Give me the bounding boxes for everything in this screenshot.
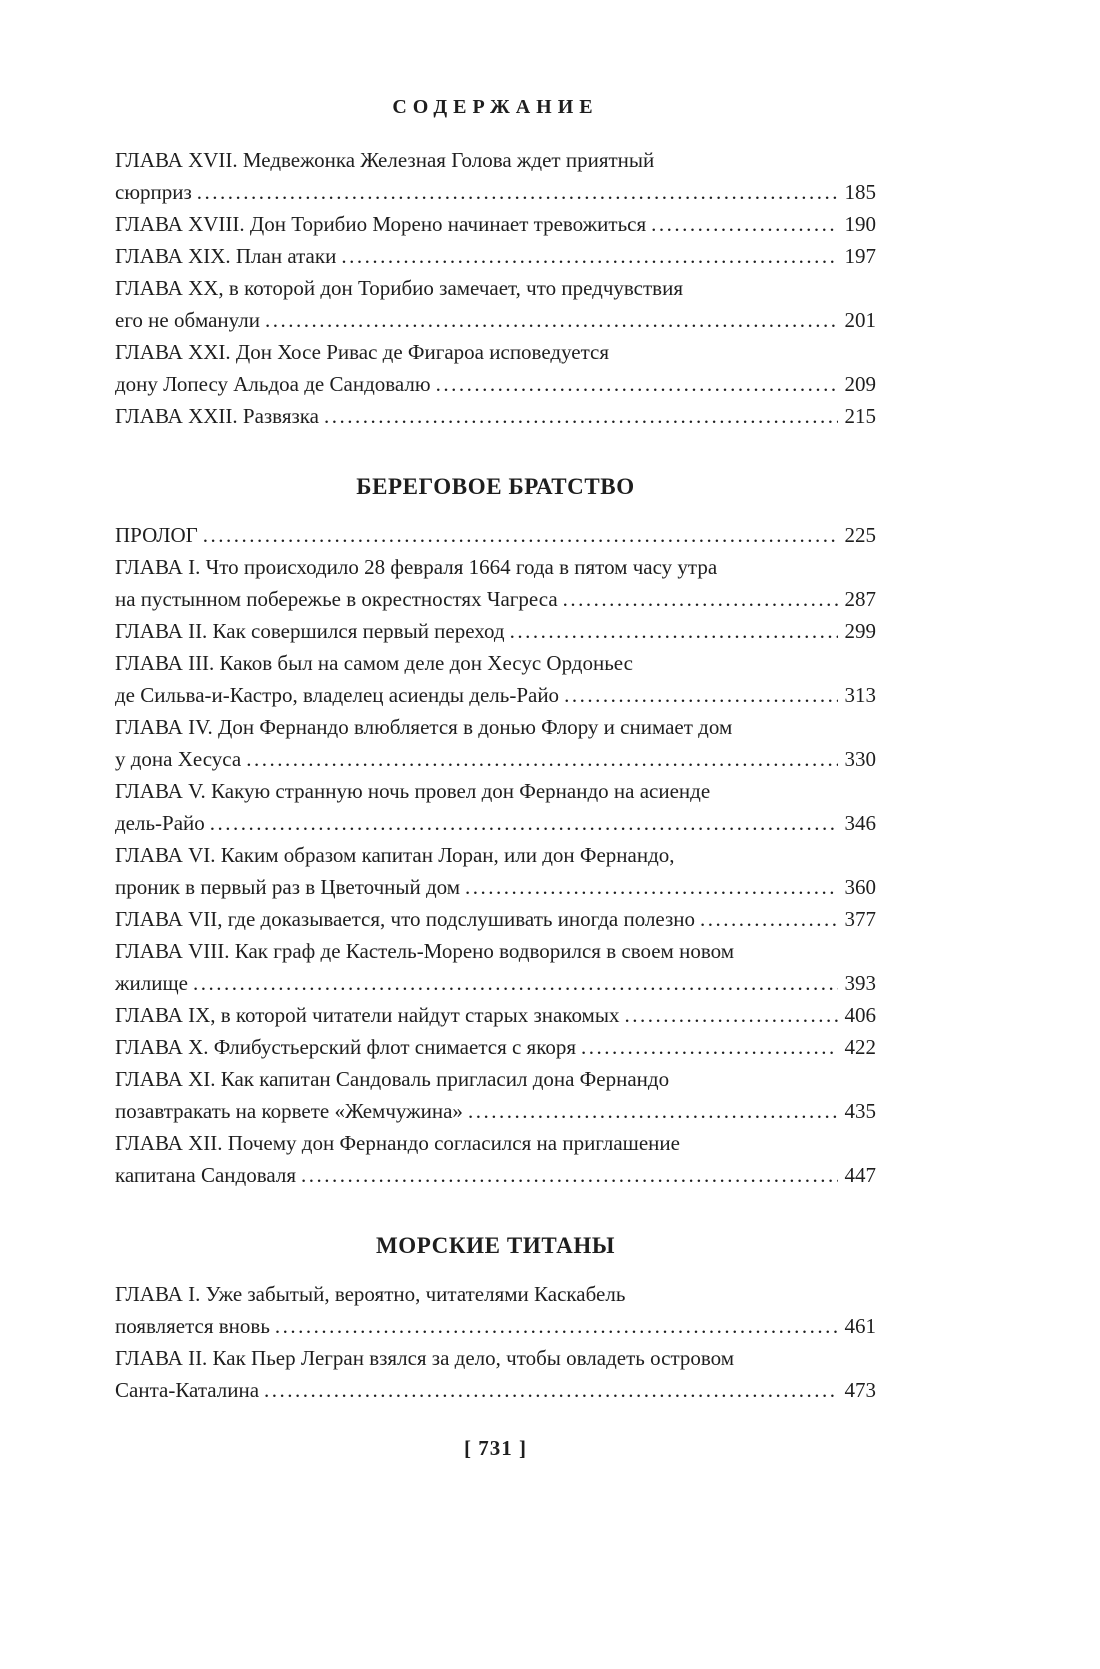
page-number: 209 [844,372,876,396]
page-number: 406 [844,1003,876,1027]
toc-entry [115,1127,876,1191]
toc-entry-line [115,1374,876,1406]
toc-entry [115,551,876,615]
page-number: 215 [844,404,876,428]
dot-leader [510,615,838,647]
toc-section [115,472,876,1191]
toc-entry-text: дель-Райо [115,811,205,835]
toc-entry-text: на пустынном побережье в окрестностях Чагреса [115,587,558,611]
page-title: СОДЕРЖАНИЕ [392,96,599,118]
page-number: 185 [844,180,876,204]
dot-leader [436,368,838,400]
dot-leader [465,871,837,903]
toc-entry [115,1063,876,1127]
page-number: 461 [844,1314,876,1338]
dot-leader [563,583,838,615]
toc-entry [115,144,876,208]
toc-entry-text: ГЛАВА VII, где доказывается, что подслушивать иногда полезно [115,907,696,931]
toc-entry-line [115,1031,876,1063]
section-heading: МОРСКИЕ ТИТАНЫ [375,1233,616,1258]
dot-leader [246,743,837,775]
toc-entry-line [115,743,876,775]
toc-entry-line: ГЛАВА XII. Почему дон Фернандо согласился на приглашение [115,1131,680,1155]
toc-entry-line: ГЛАВА IV. Дон Фернандо влюбляется в донью Флору и снимает дом [115,715,733,739]
toc-entry [115,208,876,240]
page-number: 393 [844,971,876,995]
toc-entry [115,711,876,775]
toc-entry-line [115,176,876,208]
dot-leader [341,240,837,272]
toc-entry-line [115,903,876,935]
page-number: 346 [844,811,876,835]
section-heading: БЕРЕГОВОЕ БРАТСТВО [356,474,635,499]
toc-entry-line [115,807,876,839]
page-number: 447 [844,1163,876,1187]
toc-entry-text: ГЛАВА X. Флибустьерский флот снимается с якоря [115,1035,577,1059]
toc-entry-text: позавтракать на корвете «Жемчужина» [115,1099,463,1123]
toc-entry [115,336,876,400]
page-number: 190 [844,212,876,236]
toc-entry-text: ГЛАВА XVIII. Дон Торибио Морено начинает тревожиться [115,212,647,236]
toc-entry-line [115,519,876,551]
toc-entry [115,775,876,839]
toc-entry-text: сюрприз [115,180,192,204]
toc-entry-line [115,679,876,711]
dot-leader [324,400,838,432]
dot-leader [564,679,837,711]
toc-entry-text: дону Лопесу Альдоа де Сандовалю [115,372,431,396]
toc-entry-line: ГЛАВА VIII. Как граф де Кастель-Морено водворился в своем новом [115,939,734,963]
page-number: 299 [844,619,876,643]
dot-leader [468,1095,838,1127]
page-number: 201 [844,308,876,332]
page-number: 435 [844,1099,876,1123]
toc-entry-text: его не обманули [115,308,260,332]
footer-page-number: [ 731 ] [464,1436,527,1460]
page-number: 377 [844,907,876,931]
toc-entry-line [115,304,876,336]
toc-section [115,1231,876,1406]
entry-list [115,519,876,1191]
dot-leader [210,807,838,839]
page-number: 197 [844,244,876,268]
toc-entry-line: ГЛАВА III. Каков был на самом деле дон Хесус Ордоньес [115,651,633,675]
toc-entry-text: де Сильва-и-Кастро, владелец асиенды дель-Райо [115,683,560,707]
dot-leader [265,304,838,336]
page-number: 287 [844,587,876,611]
toc-entry-line [115,240,876,272]
toc-entry [115,999,876,1031]
toc-entry [115,240,876,272]
toc-entry-line [115,208,876,240]
dot-leader [700,903,837,935]
toc-section [115,144,876,432]
toc-entry [115,935,876,999]
toc-entry [115,1278,876,1342]
toc-entry-line [115,583,876,615]
toc-entry-line [115,871,876,903]
toc-entry-text: Санта-Каталина [115,1378,260,1402]
dot-leader [301,1159,837,1191]
toc-entry-line: ГЛАВА XX, в которой дон Торибио замечает, что предчувствия [115,276,683,300]
entry-list [115,1278,876,1406]
toc-entry [115,400,876,432]
toc-entry-text: ГЛАВА IX, в которой читатели найдут старых знакомых [115,1003,620,1027]
toc-entry [115,615,876,647]
toc-entry-line: ГЛАВА VI. Каким образом капитан Лоран, или дон Фернандо, [115,843,675,867]
dot-leader [264,1374,837,1406]
dot-leader [275,1310,838,1342]
toc-entry-line [115,400,876,432]
toc-entry [115,519,876,551]
toc-entry-line [115,615,876,647]
dot-leader [624,999,837,1031]
page-number: 422 [844,1035,876,1059]
page-number: 330 [844,747,876,771]
page-number: 360 [844,875,876,899]
toc-entry-text: появляется вновь [115,1314,270,1338]
page-number: 473 [844,1378,876,1402]
toc-entry [115,1031,876,1063]
toc-entry-text: ГЛАВА XXII. Развязка [115,404,319,428]
toc-entry-line [115,999,876,1031]
toc-entry-text: ПРОЛОГ [115,523,198,547]
entry-list [115,144,876,432]
dot-leader [197,176,838,208]
toc-entry-text: жилище [115,971,188,995]
toc-entry-text: ГЛАВА XIX. План атаки [115,244,337,268]
toc-entry-line [115,1310,876,1342]
toc-entry-line [115,368,876,400]
toc-entry-line [115,967,876,999]
toc-entry [115,903,876,935]
book-page [115,0,876,1461]
toc-entry-line: ГЛАВА II. Как Пьер Легран взялся за дело, чтобы овладеть островом [115,1346,735,1370]
toc-entry-line: ГЛАВА XI. Как капитан Сандоваль пригласил дона Фернандо [115,1067,670,1091]
dot-leader [193,967,838,999]
toc-entry [115,272,876,336]
toc-entry-text: у дона Хесуса [115,747,242,771]
toc-sections [115,144,876,1406]
dot-leader [651,208,837,240]
toc-entry [115,647,876,711]
toc-entry-line: ГЛАВА XVII. Медвежонка Железная Голова ждет приятный [115,148,655,172]
toc-entry-text: проник в первый раз в Цветочный дом [115,875,461,899]
toc-entry-line: ГЛАВА I. Уже забытый, вероятно, читателями Каскабель [115,1282,626,1306]
toc-entry [115,1342,876,1406]
toc-entry-line: ГЛАВА XXI. Дон Хосе Ривас де Фигароа исповедуется [115,340,610,364]
toc-entry-text: ГЛАВА II. Как совершился первый переход [115,619,505,643]
toc-entry-line [115,1159,876,1191]
page-number: 225 [844,523,876,547]
page-number: 313 [844,683,876,707]
dot-leader [581,1031,837,1063]
toc-entry-text: капитана Сандоваля [115,1163,297,1187]
toc-entry-line: ГЛАВА I. Что происходило 28 февраля 1664 года в пятом часу утра [115,555,718,579]
toc-entry [115,839,876,903]
toc-entry-line: ГЛАВА V. Какую странную ночь провел дон Фернандо на асиенде [115,779,711,803]
toc-entry-line [115,1095,876,1127]
dot-leader [203,519,838,551]
